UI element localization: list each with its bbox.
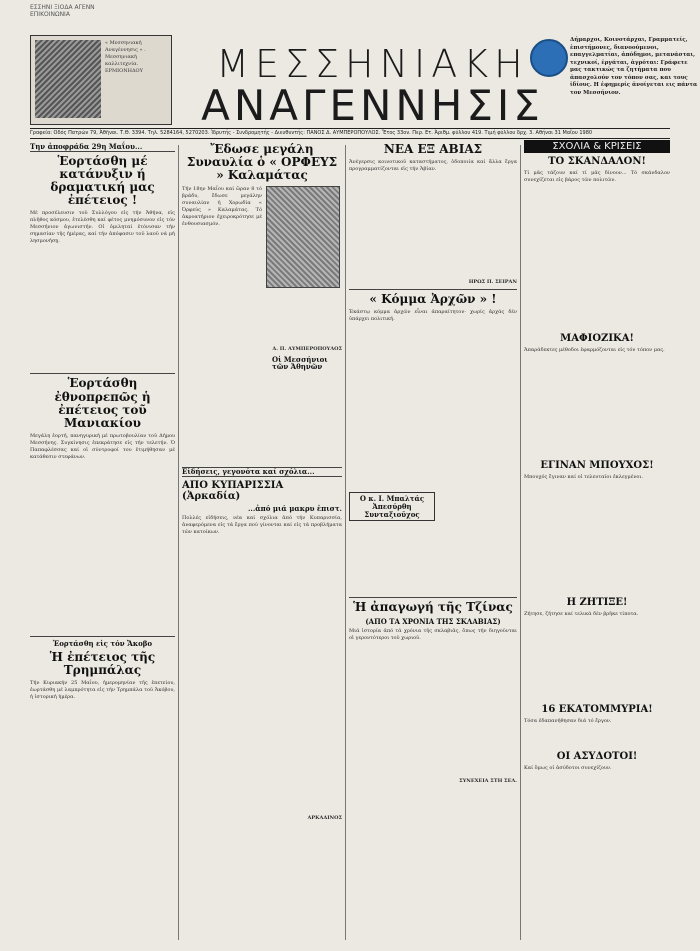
column-3 <box>349 140 517 940</box>
subhead-tag: ...ἀπό μιά μακρυ ἐπιστ. <box>247 503 342 513</box>
article-body: Μιά ἱστορία ἀπό τά χρόνια τῆς σκλαβιᾶς, ὅπως τήν διηγοῦνται οἱ γεροντότεροι τοῦ χωριοῦ. <box>349 628 517 642</box>
continued-note: ΣΥΝΕΧΕΙΑ ΣΤΗ ΣΕΛ. <box>459 778 517 785</box>
headline-maniaki: Ἑορτάσθη ἐθνοπρεπῶς ἡ ἐπέτειος τοῦ Μανιακίου <box>54 376 151 430</box>
promo-text: Δήμαρχοι, Κοινοτάρχαι, Γραμματείς, ἐπιστήμονες, διανοούμενοι, επαγγελματίαι, ἀπόδημοι, μετανάσται, τεχνικοί, ἐργάται, ἀγρόται: Γράφετε μας τακτικώς τα ζητήματα που ἀπασχολούν τον τόπον σας, και τους ἰδίους. Η ἐφημερίς ἀνοίγεται εις πάντα τον Μεσσήνιον. <box>570 37 698 96</box>
subhead-kyparissia: ΑΠΟ ΚΥΠΑΡΙΣΣΙΑ (Ἀρκαδία) <box>182 479 284 502</box>
headline-trimpala: Ἡ ἐπέτειος τῆς Τρημπάλας <box>49 649 156 678</box>
photo-caption: « Μεσσηνιακή Αναγέννησις » . Μεσσηνιακή καλλιτεχνία. ΕΡΜΙΟΝΗΔΟΥ <box>105 40 146 74</box>
column-divider <box>178 145 179 940</box>
kicker: Την ἀποφράδα 29η Μαΐου... <box>30 143 175 152</box>
monument-image <box>35 40 101 118</box>
headline-bouchos: ΕΓΙΝΑΝ ΜΠΟΥΧΟΣ! <box>540 460 654 471</box>
article-body: Τήν 18ην Μαΐου καί ὥραν 8 τό βράδυ, ἔδωσε μεγάλην συναυλίαν ἡ Χορωδία « Ὀρφεύς » Καλαμάτας. Τό ἀκροατήριον ἐχειροκρότησε μέ ἐνθουσιασμόν. <box>182 185 262 227</box>
signature: ΑΡΚΑΔΙΝΟΣ <box>307 815 342 822</box>
column-2 <box>182 140 342 940</box>
article-body: Μπουχός ἔγιναν καί οἱ τελευταῖοι ἐκλεγμένοι. <box>524 474 643 480</box>
subhead-slavery: (ΑΠΟ ΤΑ ΧΡΟΝΙΑ ΤΗΣ ΣΚΛΑΒΙΑΣ) <box>365 616 501 626</box>
signature: ΗΡΩΣ Π. ΣΕΙΡΑΝ <box>468 279 517 286</box>
article-body: Ἀπαράδεκτες μέθοδοι ἐφαρμόζονται εἰς τόν τόπον μας. <box>524 347 665 353</box>
headline-16-million: 16 ΕΚΑΤΟΜΜΥΡΙΑ! <box>541 704 653 715</box>
article-body: Καί ὅμως οἱ ἀσύδοτοι συνεχίζουν. <box>524 765 612 771</box>
article-body: Μέ προσέλευσιν τοῦ Συλλόγου εἰς τήν Ἀθήνα, εἰς πλῆθος κόσμου, ἐτελέσθη καί φέτος μνημόσυνον εἰς τόν Μεσσήνιον ἀγωνιστήν. Οἱ ὁμιληταί ἐτόνισαν τήν σημασίαν τῆς ἡμέρας, καί τήν ἀπόφασιν τοῦ λαοῦ νά μή λησμονήσῃ. <box>30 210 175 245</box>
choir-photo <box>266 186 340 288</box>
article-body: Ἑκάστῳ κόμμα ἀρχῶν εἶναι ἀπαραίτητον· χωρίς ἀρχάς δέν ὑπάρχει πολιτική. <box>349 309 517 323</box>
side-head: Οἱ Μεσσήνιοι τῶν Ἀθηνῶν <box>272 354 328 372</box>
article-body: Ἀνέγερσις κοινοτικοῦ καταστήματος, ὁδοποιία καί ἄλλα ἔργα προγραμματίζονται εἰς τήν Ἀβίαν. <box>349 159 517 173</box>
article-body: Τόσα ἐδαπανήθησαν διά τό ἔργον. <box>524 718 612 724</box>
title-line-1: ΜΕΣΣΗΝΙΑΚΗ <box>216 42 529 86</box>
info-bar: Γραφεία: Οδός Πατρών 79, Ἀθῆναι. Τ.Θ. 3394. Τηλ. 5284164, 5270203. Ἰδρυτής - Συνδρομητής - Διευθυντής: ΠΑΝΟΣ Δ. ΑΥΜΠΕΡΟΠΟΥΛΟΣ. Ἔτος 33ον. Περ. Ετ. Ἀριθμ. φύλλου 419. Τιμή φύλλου δρχ. 3. Αθήναι 31 Μαΐου 1980 <box>30 128 670 139</box>
comments-banner: ΣΧΟΛΙΑ & ΚΡΙΣΕΙΣ <box>524 140 670 153</box>
headline-scandal: ΤΟ ΣΚΑΝΔΑΛΟΝ! <box>548 156 646 167</box>
retirement-box: Ο κ. Ι. Μπαλτάς Ἀπεσύρθη Συνταξιοῦχος <box>349 492 435 521</box>
article-body: Μεγάλη ἐορτή, πανηγυρική μέ πρωτοβουλίαν τοῦ Δήμου Μεσσήνης. Συγκίνησις ἐπεκράτησε εἰς τήν τελετήν. Ὁ Παπαφλέσσας καί οἱ σύντροφοί του ἐτιμήθησαν μέ κατάθεσιν στεφάνων. <box>30 433 175 461</box>
headline-mafia: ΜΑΦΙΟΖΙΚΑ! <box>560 333 634 344</box>
column-divider <box>520 145 521 940</box>
masthead-photo-box <box>30 35 172 125</box>
corner-note: ΕΣΣΗΝΙ ΞΙΟΔΑ ΑΓΕΝΝ ΕΠΙΚΟΙΝΩΝΙΑ <box>30 4 95 18</box>
headline-tzina: Ἡ ἀπαγωγή τῆς Τζίνας <box>353 600 513 615</box>
article-body: Τί μᾶς τάζουν καί τί μᾶς δίνουν... Τό σκάνδαλον συνεχίζεται εἰς βάρος τῶν πολιτῶν. <box>524 170 670 183</box>
title-line-2: ΑΝΑΓΕΝΝΗΣΙΣ <box>201 81 544 130</box>
column-1 <box>30 140 175 940</box>
headline-avia: ΝΕΑ ΕΞ ΑΒΙΑΣ <box>383 142 483 156</box>
headline-asydotoi: ΟΙ ΑΣΥΔΟΤΟΙ! <box>556 751 638 762</box>
column-divider <box>345 145 346 940</box>
news-banner: Εἰδήσεις, γεγονότα καί σχόλια... <box>182 467 342 477</box>
seal-icon <box>530 39 568 77</box>
headline-orfeus: Ἔδωσε μεγάλη Συναυλία ὁ « ΟΡΦΕΥΣ » Καλαμάτας <box>186 142 338 183</box>
article-body: Πολλές εἰδήσεις, νέα καί σχόλια ἀπό τήν Κυπαρισσία, ἀναφερόμενα εἰς τά ἔργα πού γίνονται καί εἰς τά προβλήματα τῶν κατοίκων. <box>182 515 342 536</box>
headline-zitixe: Η ΖΗΤΙΞΕ! <box>566 597 628 608</box>
article-body: Ζήτησε, ζήτησε καί τελικά δέν βρῆκε τίποτα. <box>524 611 639 617</box>
signature: Δ. Π. ΑΥΜΠΕΡΟΠΟΥΛΟΣ <box>272 345 342 352</box>
article-body: Τήν Κυριακήν 25 Μαΐου, ἡμερομηνίαν τῆς ἐπετείου, ἑωρτάσθη μέ λαμπρότητα εἰς τήν Τρημπάλα τοῦ Ἀκόβου, ἡ ἱστορική ἡμέρα. <box>30 680 175 701</box>
masthead <box>30 35 698 130</box>
kicker: Ἑορτάσθη εἰς τόν Ἄκοβο <box>52 639 153 649</box>
column-4 <box>524 140 670 940</box>
headline-party: « Κόμμα Ἀρχῶν » ! <box>369 292 497 307</box>
headline-memorial: Ἑορτάσθη μέ κατάνυξιν ή δραματική μας ἐπέτειος ! <box>50 153 155 208</box>
newspaper-title <box>175 42 570 130</box>
